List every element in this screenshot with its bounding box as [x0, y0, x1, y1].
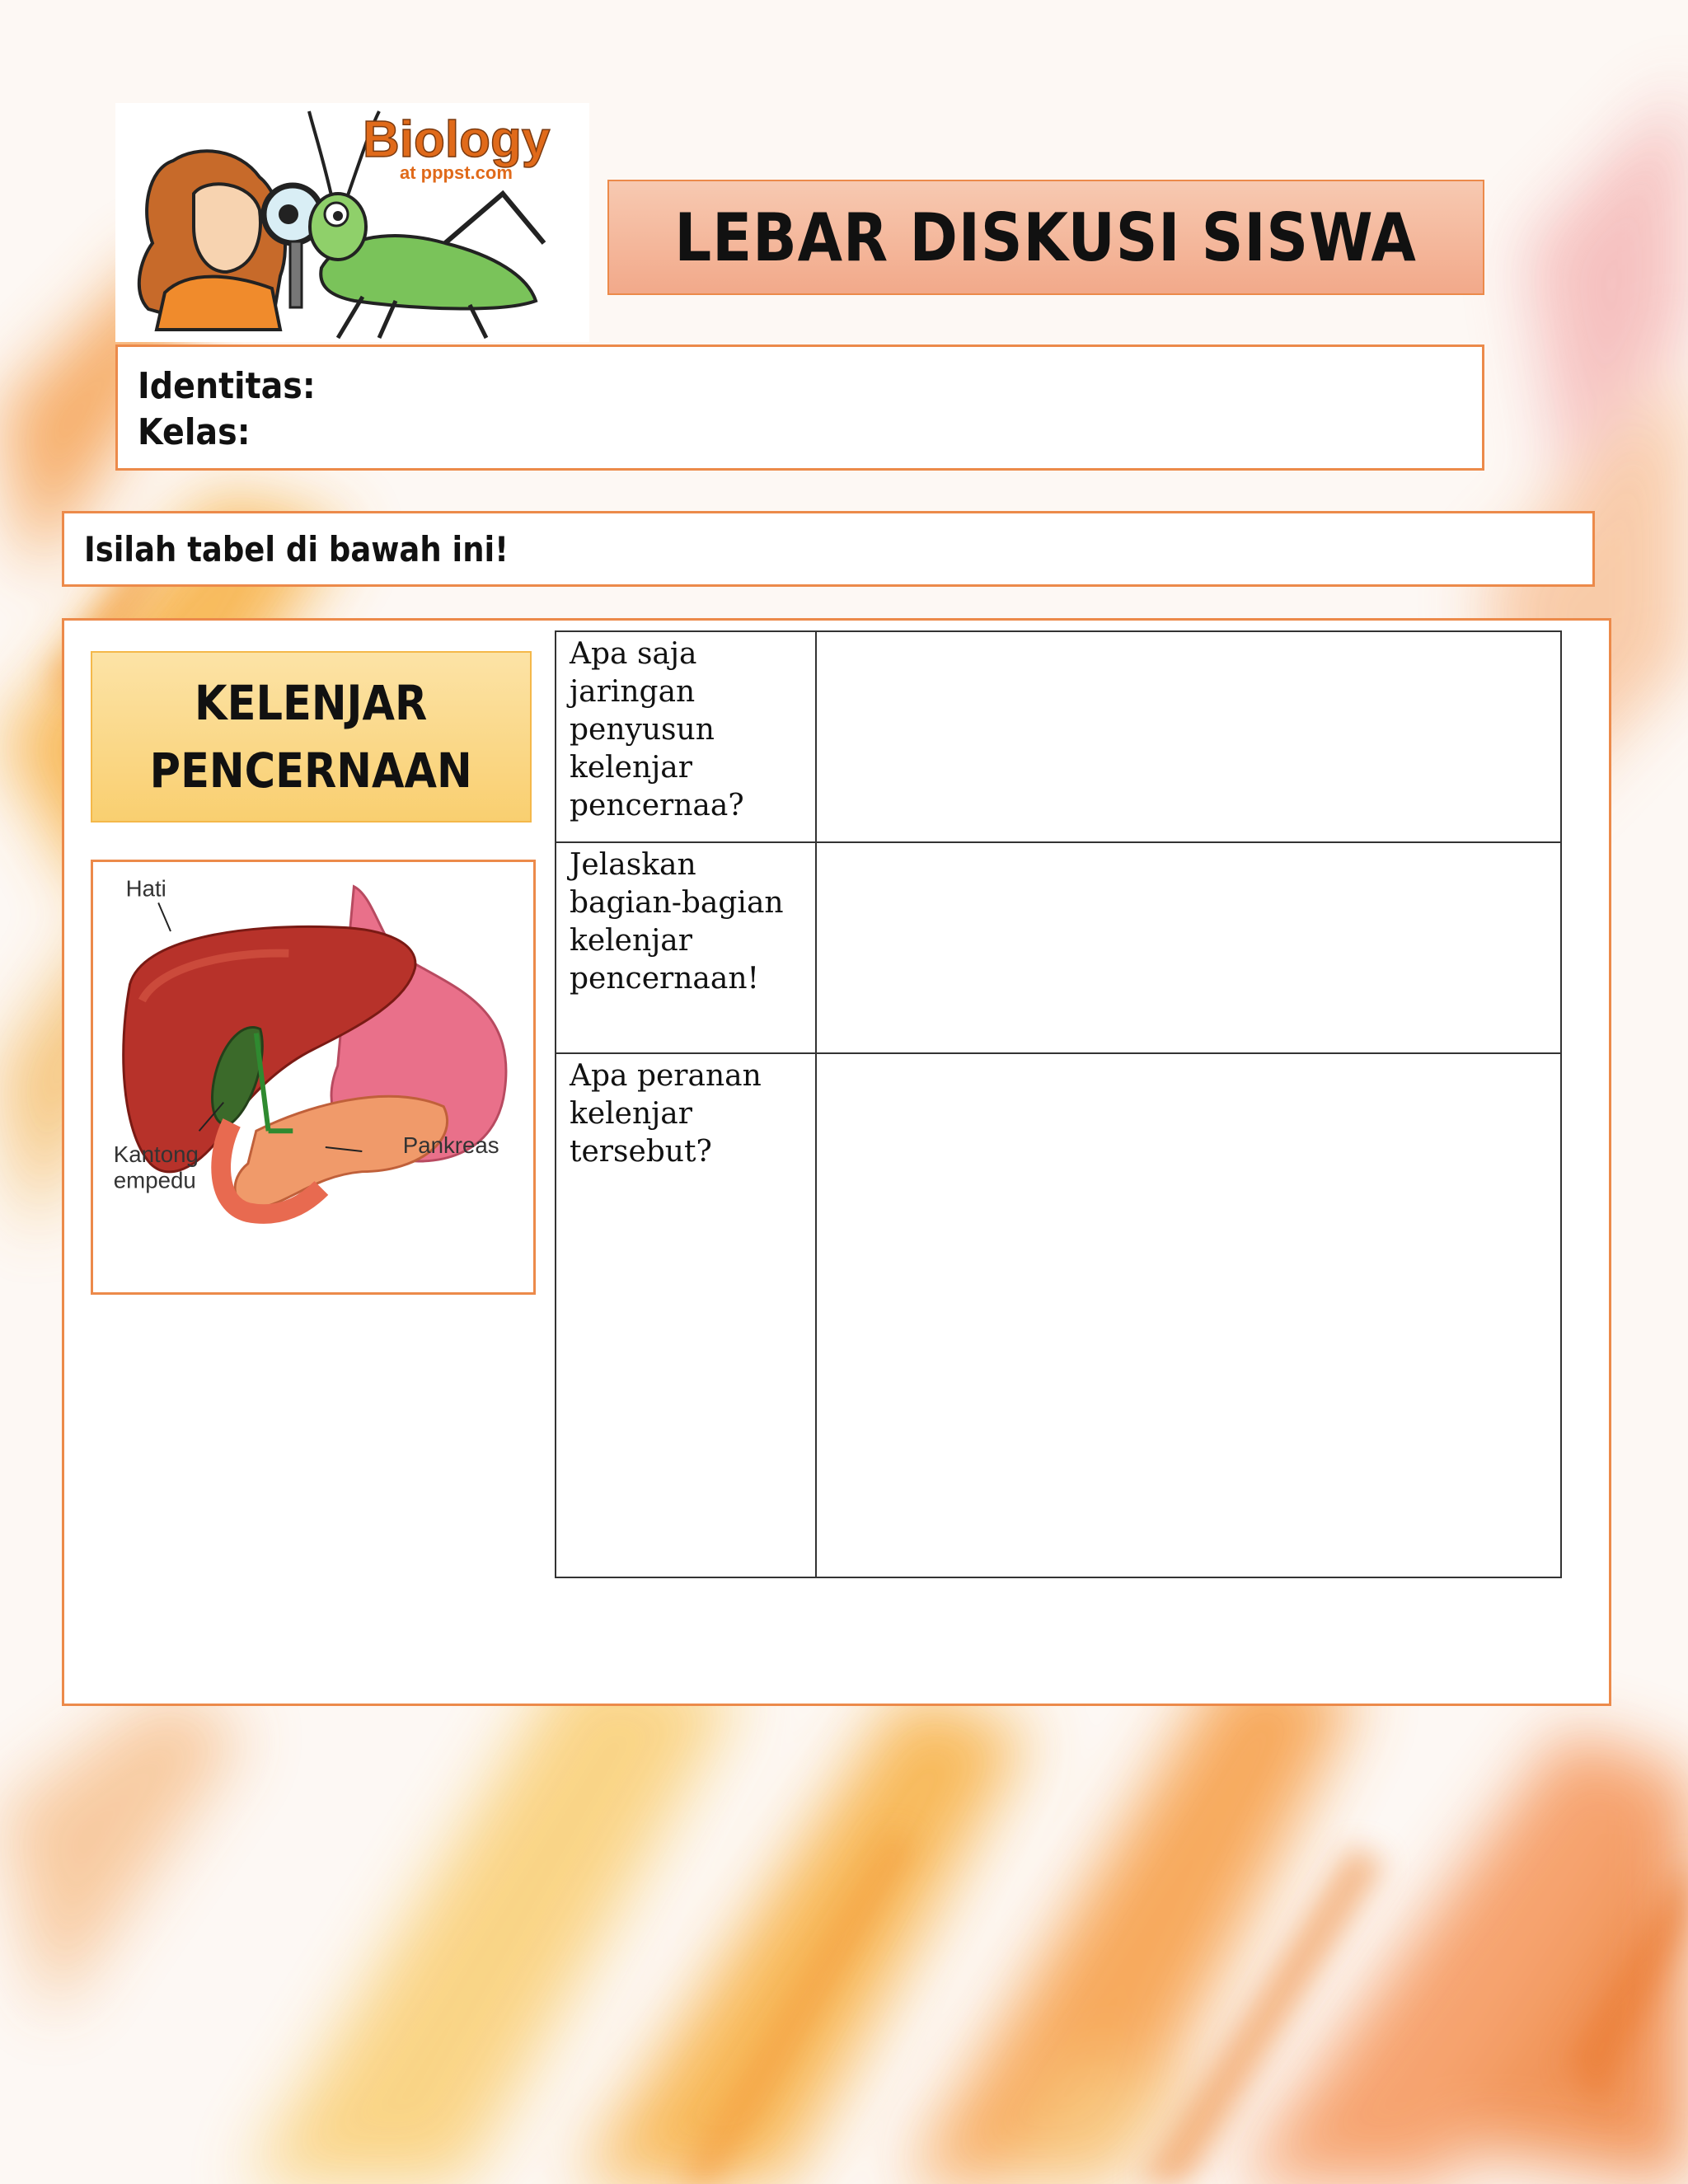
label-kantong: Kantong	[113, 1141, 199, 1167]
liver-pancreas-illustration	[93, 862, 533, 1292]
topic-line-2: PENCERNAAN	[149, 743, 473, 799]
instruction-box	[62, 511, 1595, 587]
table-row	[556, 842, 1561, 1053]
biology-logo	[115, 103, 589, 342]
instruction-text: Isilah tabel di bawah ini!	[84, 528, 509, 569]
answer-cell[interactable]	[816, 631, 1561, 842]
label-hati: Hati	[125, 875, 166, 902]
identity-box	[115, 344, 1484, 471]
question-cell: Apa peranan kelenjar tersebut?	[556, 1053, 816, 1577]
topic-box	[91, 651, 532, 823]
question-cell: Jelaskan bagian-bagian kelenjar pencernaan!	[556, 842, 816, 1053]
identitas-label: Identitas:	[138, 365, 316, 407]
answer-cell[interactable]	[816, 842, 1561, 1053]
label-empedu: empedu	[113, 1167, 196, 1193]
table-row	[556, 1053, 1561, 1577]
organ-figure	[91, 860, 536, 1295]
question-table	[555, 630, 1562, 1578]
page-title: LEBAR DISKUSI SISWA	[674, 199, 1418, 276]
logo-word: Biology	[363, 111, 551, 168]
answer-cell[interactable]	[816, 1053, 1561, 1577]
logo-sub: at pppst.com	[400, 162, 513, 183]
kelas-label: Kelas:	[138, 411, 251, 453]
question-cell: Apa saja jaringan penyusun kelenjar pencernaa?	[556, 631, 816, 842]
table-row	[556, 631, 1561, 842]
biology-logo-image	[115, 103, 589, 342]
title-banner	[607, 180, 1484, 295]
label-pankreas: Pankreas	[402, 1132, 499, 1158]
topic-line-1: KELENJAR	[195, 675, 428, 731]
